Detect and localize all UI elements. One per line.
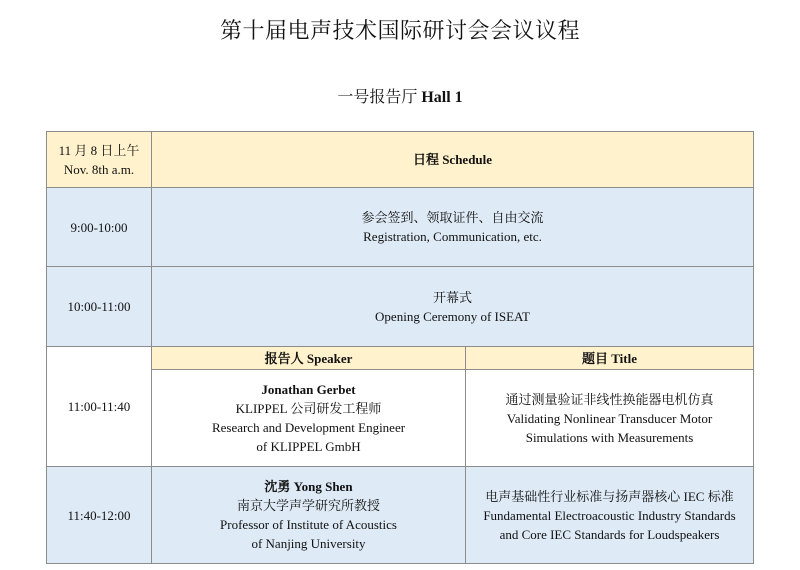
talk-title-cn: 电声基础性行业标准与扬声器核心 IEC 标准 [485, 488, 734, 504]
agenda-table [46, 131, 754, 564]
hall-name-en: Hall 1 [421, 89, 463, 106]
event-cell [152, 188, 754, 267]
hall-name-cn: 一号报告厅 [337, 89, 418, 106]
time-cell: 9:00-10:00 [47, 188, 152, 267]
talk-title-cell [466, 467, 754, 564]
event-en: Opening Ceremony of ISEAT [375, 308, 530, 324]
talk-row [47, 467, 754, 564]
time-cell: 11:40-12:00 [47, 467, 152, 564]
event-en: Registration, Communication, etc. [363, 229, 542, 244]
speaker-name: Jonathan Gerbet [261, 382, 356, 397]
speaker-cell [152, 370, 466, 467]
time-cell: 10:00-11:00 [47, 267, 152, 347]
speaker-cell [152, 467, 466, 564]
talk-title-en-2: and Core IEC Standards for Loudspeakers [499, 526, 720, 542]
talk-title-en-1: Validating Nonlinear Transducer Motor [506, 410, 713, 426]
talk-row [47, 370, 754, 467]
schedule-header-cell: 日程 Schedule [152, 132, 754, 188]
speaker-role-en: Research and Development Engineer [211, 420, 406, 435]
table-row [47, 267, 754, 347]
header-row [47, 132, 754, 188]
speaker-role-en: Professor of Institute of Acoustics [220, 517, 397, 532]
speaker-name: 沈勇 Yong Shen [264, 479, 353, 494]
speaker-affiliation-cn: KLIPPEL 公司研发工程师 [235, 401, 382, 416]
time-cell: 11:00-11:40 [47, 347, 152, 467]
subheader-row [47, 347, 754, 370]
event-cn: 参会签到、领取证件、自由交流 [361, 210, 544, 225]
event-cn: 开幕式 [432, 289, 472, 305]
table-row [47, 188, 754, 267]
speaker-affiliation-cn: 南京大学声学研究所教授 [236, 498, 380, 513]
talk-title-en-1: Fundamental Electroacoustic Industry Standards [483, 507, 736, 523]
date-en: Nov. 8th a.m. [63, 161, 135, 177]
talk-title-cell [466, 370, 754, 467]
hall-heading [0, 84, 800, 107]
date-header-cell [47, 132, 152, 188]
title-header-cell: 题目 Title [466, 347, 754, 370]
event-cell [152, 267, 754, 347]
speaker-header-cell: 报告人 Speaker [152, 347, 466, 370]
speaker-org-en: of Nanjing University [251, 536, 366, 551]
page-title: 第十届电声技术国际研讨会会议议程 [219, 18, 580, 43]
talk-title-cn: 通过测量验证非线性换能器电机仿真 [505, 391, 714, 407]
speaker-org-en: of KLIPPEL GmbH [256, 439, 361, 454]
date-cn: 11 月 8 日上午 [58, 142, 140, 158]
talk-title-en-2: Simulations with Measurements [525, 429, 694, 445]
